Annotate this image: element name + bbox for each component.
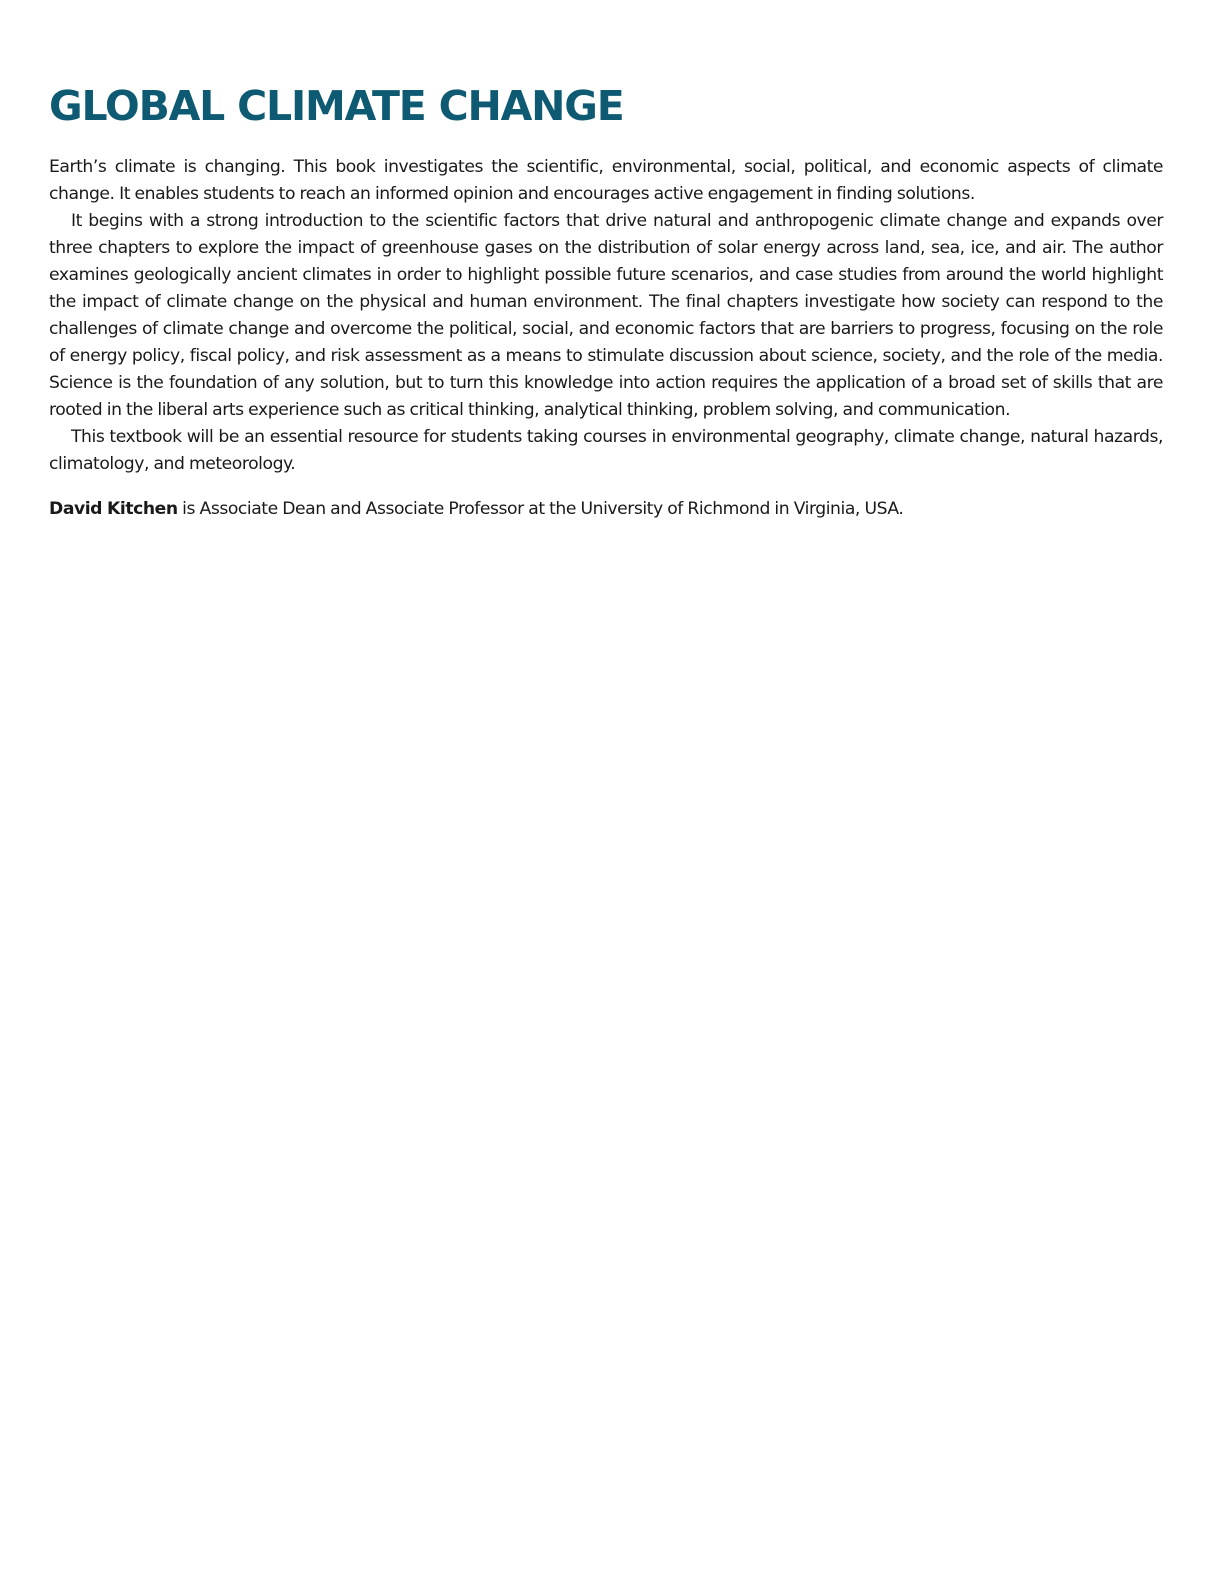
book-title: GLOBAL CLIMATE CHANGE — [49, 82, 624, 130]
description-paragraph-2: It begins with a strong introduction to the scientific factors that drive natural and anthropogenic climate change and expands over three chapters to explore the impact of greenhouse gases on the distribution of solar energy across land, sea, ice, and air. The author examines geologically ancient climates in order to highlight possible future scenarios, and case studies from around the world highlight the impact of climate change on the physical and human environment. The final chapters investigate how society can respond to the challenges of climate change and overcome the political, social, and economic factors that are barriers to progress, focusing on the role of energy policy, fiscal policy, and risk assessment as a means to stimulate discussion about science, society, and the role of the media. Science is the foundation of any solution, but to turn this knowledge into action requires the application of a broad set of skills that are rooted in the liberal arts experience such as critical thinking, analytical thinking, problem solving, and communication. — [49, 211, 1163, 420]
author-bio-text: is Associate Dean and Associate Professor at the University of Richmond in Virginia, USA. — [177, 499, 904, 519]
author-name: David Kitchen — [49, 499, 178, 519]
page — [49, 80, 1163, 523]
description — [49, 154, 1163, 478]
author-bio — [49, 496, 1163, 523]
description-paragraph-3: This textbook will be an essential resource for students taking courses in environmental geography, climate change, natural hazards, climatology, and meteorology. — [49, 427, 1163, 474]
description-paragraph-1: Earth’s climate is changing. This book investigates the scientific, environmental, social, political, and economic aspects of climate change. It enables students to reach an informed opinion and encourages active engagement in finding solutions. — [49, 157, 1163, 204]
